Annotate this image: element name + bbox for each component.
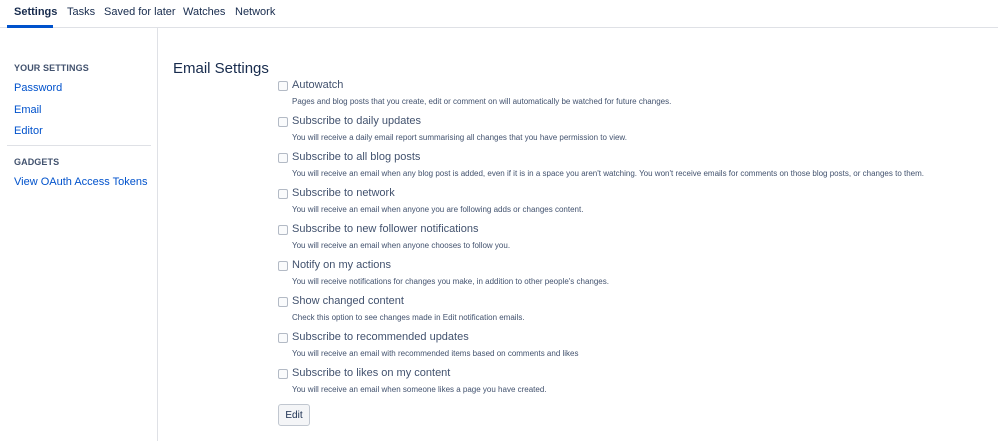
likes-on-content-checkbox[interactable] (278, 369, 288, 379)
sidebar-link-editor[interactable]: Editor (14, 125, 43, 137)
your-settings-heading: YOUR SETTINGS (14, 63, 89, 73)
tab-bar (0, 0, 998, 28)
option-description: Pages and blog posts that you create, edit or comment on will automatically be watched for future changes. (292, 97, 672, 106)
option-label: Subscribe to daily updates (292, 115, 422, 127)
option-label: Subscribe to new follower notifications (292, 223, 479, 235)
option-label: Subscribe to likes on my content (292, 367, 451, 379)
page-title: Email Settings (173, 60, 269, 77)
option-label: Show changed content (292, 295, 404, 307)
option-description: You will receive an email with recommended items based on comments and likes (292, 349, 579, 358)
recommended-updates-checkbox[interactable] (278, 333, 288, 343)
option-label: Subscribe to network (292, 187, 395, 199)
option-description: You will receive an email when someone likes a page you have created. (292, 385, 547, 394)
all-blog-posts-checkbox[interactable] (278, 153, 288, 163)
option-description: You will receive an email when anyone you are following adds or changes content. (292, 205, 584, 214)
follower-notifications-checkbox[interactable] (278, 225, 288, 235)
tab-network[interactable]: Network (235, 6, 276, 18)
option-label: Subscribe to all blog posts (292, 151, 421, 163)
tab-settings[interactable]: Settings (14, 6, 58, 18)
option-description: You will receive a daily email report summarising all changes that you have permission to view. (292, 133, 627, 142)
option-description: You will receive an email when anyone chooses to follow you. (292, 241, 511, 250)
tab-tasks[interactable]: Tasks (67, 6, 96, 18)
sidebar-link-email[interactable]: Email (14, 104, 42, 116)
sidebar-link-password[interactable]: Password (14, 82, 63, 94)
tab-saved-for-later[interactable]: Saved for later (104, 6, 176, 18)
show-changed-content-checkbox[interactable] (278, 297, 288, 307)
option-description: Check this option to see changes made in Edit notification emails. (292, 313, 525, 322)
notify-my-actions-checkbox[interactable] (278, 261, 288, 271)
gadgets-heading: GADGETS (14, 157, 60, 167)
option-label: Notify on my actions (292, 259, 392, 271)
daily-updates-checkbox[interactable] (278, 117, 288, 127)
sidebar (0, 28, 158, 441)
network-checkbox[interactable] (278, 189, 288, 199)
tab-watches[interactable]: Watches (183, 6, 226, 18)
autowatch-checkbox[interactable] (278, 81, 288, 91)
option-description: You will receive notifications for changes you make, in addition to other people's changes. (292, 277, 609, 286)
sidebar-divider (7, 145, 151, 146)
option-label: Autowatch (292, 79, 344, 91)
sidebar-link-oauth-tokens[interactable]: View OAuth Access Tokens (14, 176, 148, 188)
option-label: Subscribe to recommended updates (292, 331, 469, 343)
edit-button[interactable]: Edit (278, 404, 310, 426)
option-description: You will receive an email when any blog post is added, even if it is in a space you aren't watching. You won't receive emails for comments on those blog posts, or changes to them. (292, 169, 925, 178)
